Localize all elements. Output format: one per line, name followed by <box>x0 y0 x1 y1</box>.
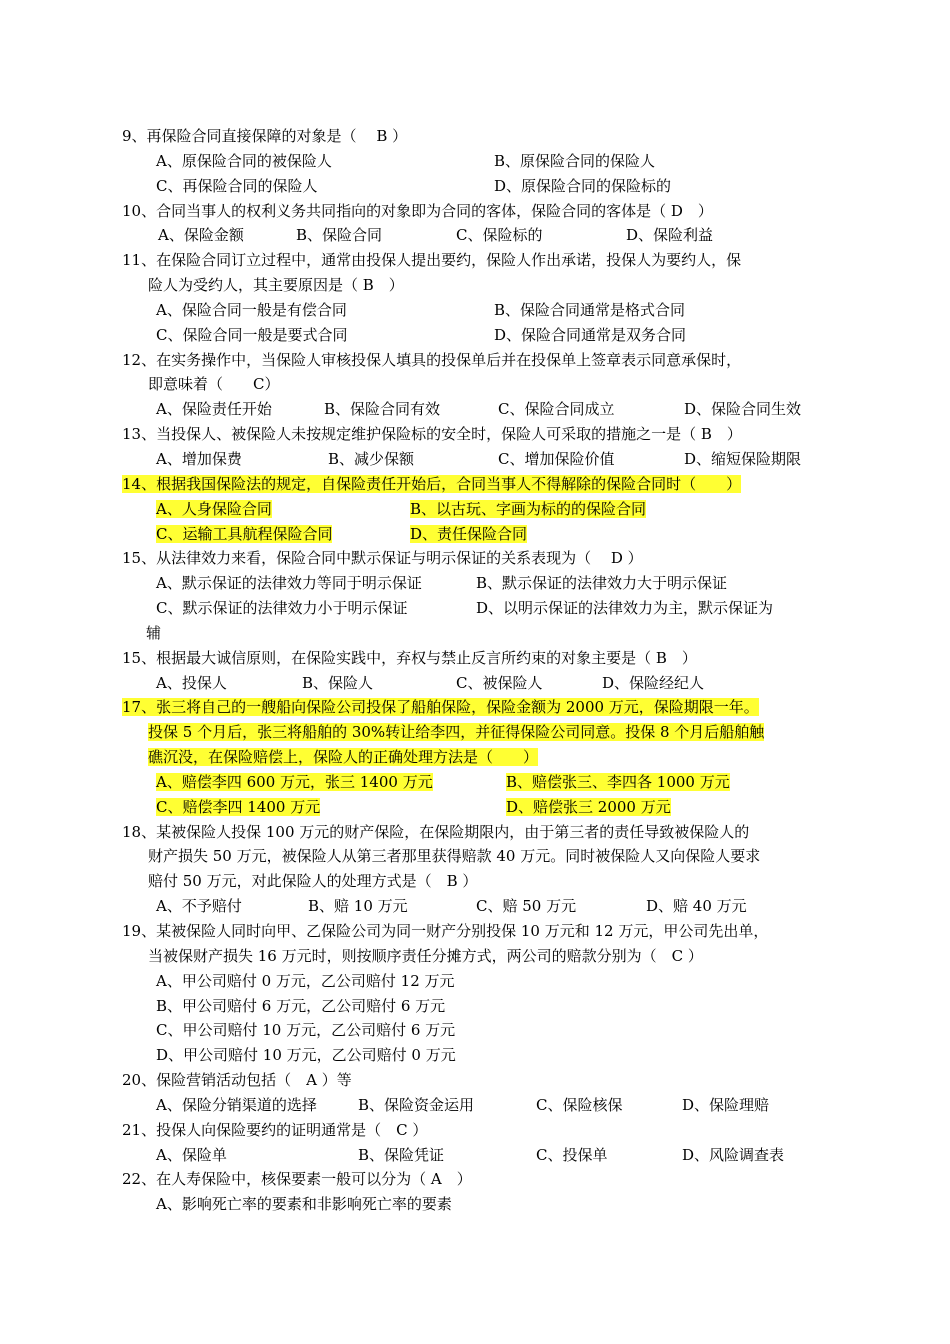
question-q21 <box>122 1118 832 1168</box>
answer-option-text: D、保险合同生效 <box>684 400 802 419</box>
answer-option-text: D、保险经纪人 <box>602 673 705 692</box>
question-q12 <box>122 348 832 423</box>
answer-option-text: D、保险理赔 <box>682 1095 770 1114</box>
option-row <box>122 1143 832 1168</box>
question-q19 <box>122 919 832 1068</box>
question-stem-continued <box>122 944 832 969</box>
answer-option <box>296 223 382 248</box>
answer-option <box>506 795 671 820</box>
answer-option <box>156 795 320 820</box>
question-q15a <box>122 546 832 645</box>
question-stem <box>122 646 832 671</box>
option-continued-text: 辅 <box>146 623 162 642</box>
answer-option <box>506 770 730 795</box>
question-stem-continued <box>122 844 832 869</box>
option-row <box>122 969 832 994</box>
answer-option-text: B、保险合同 <box>296 226 383 245</box>
question-text: 15、根据最大诚信原则，在保险实践中，弃权与禁止反言所约束的对象主要是（ B ） <box>122 648 697 667</box>
answer-option-text: B、以古玩、字画为标的的保险合同 <box>410 499 647 518</box>
answer-option-text: C、甲公司赔付 10 万元，乙公司赔付 6 万元 <box>156 1021 456 1040</box>
answer-option <box>156 522 332 547</box>
answer-option-text: C、默示保证的法律效力小于明示保证 <box>156 599 408 618</box>
answer-option <box>308 894 408 919</box>
answer-option-text: C、赔偿李四 1400 万元 <box>156 797 321 816</box>
question-stem-continued <box>122 273 832 298</box>
option-row <box>122 1093 832 1118</box>
option-row <box>122 1043 832 1068</box>
answer-option-text: A、投保人 <box>156 673 227 692</box>
option-row <box>122 397 832 422</box>
question-q11 <box>122 248 832 347</box>
answer-option-text: A、原保险合同的被保险人 <box>156 151 332 170</box>
answer-option <box>456 671 542 696</box>
answer-option-text: D、保险合同通常是双务合同 <box>494 325 687 344</box>
answer-option-text: B、保险合同有效 <box>324 400 441 419</box>
answer-option-text: A、保险合同一般是有偿合同 <box>156 300 347 319</box>
question-text: 13、当投保人、被保险人未按规定维护保险标的安全时，保险人可采取的措施之一是（ B ） <box>122 425 742 444</box>
question-q15b <box>122 646 832 696</box>
answer-option <box>156 1143 227 1168</box>
question-stem <box>122 1118 832 1143</box>
answer-option <box>156 397 272 422</box>
option-row <box>122 1192 832 1217</box>
question-q9 <box>122 124 832 199</box>
answer-option <box>536 1143 607 1168</box>
answer-option-text: C、保险合同成立 <box>498 400 615 419</box>
answer-option-text: A、增加保费 <box>156 449 242 468</box>
answer-option-text: D、缩短保险期限 <box>684 449 802 468</box>
answer-option-text: D、赔 40 万元 <box>646 897 747 916</box>
answer-option <box>324 397 440 422</box>
question-stem <box>122 348 832 373</box>
question-text: 15、从法律效力来看，保险合同中默示保证与明示保证的关系表现为（ D ） <box>122 549 643 568</box>
answer-option-text: C、保险合同一般是要式合同 <box>156 325 348 344</box>
question-q20 <box>122 1068 832 1118</box>
answer-option <box>494 174 671 199</box>
answer-option-text: D、风险调查表 <box>682 1145 785 1164</box>
answer-option-text: A、保险分销渠道的选择 <box>156 1095 317 1114</box>
answer-option <box>156 1018 455 1043</box>
answer-option <box>682 1143 784 1168</box>
question-q13 <box>122 422 832 472</box>
answer-option-text: B、保险人 <box>302 673 374 692</box>
question-text: 投保 5 个月后，张三将船舶的 30%转让给李四，并征得保险公司同意。投保 8 个月后船舶触 <box>148 723 765 742</box>
option-row <box>122 894 832 919</box>
answer-option <box>358 1093 474 1118</box>
question-stem <box>122 248 832 273</box>
answer-option <box>494 149 655 174</box>
question-text: 10、合同当事人的权利义务共同指向的对象即为合同的客体，保险合同的客体是（ D ） <box>122 201 713 220</box>
question-stem <box>122 695 832 720</box>
answer-option-text: A、甲公司赔付 0 万元，乙公司赔付 12 万元 <box>156 971 455 990</box>
answer-option <box>476 894 576 919</box>
question-stem-continued <box>122 372 832 397</box>
answer-option <box>476 571 727 596</box>
question-stem <box>122 820 832 845</box>
answer-option <box>156 969 455 994</box>
question-stem <box>122 422 832 447</box>
question-list <box>122 124 832 1217</box>
answer-option <box>156 994 445 1019</box>
answer-option-text: C、保险标的 <box>456 226 543 245</box>
question-text: 14、根据我国保险法的规定，自保险责任开始后，合同当事人不得解除的保险合同时（ ） <box>122 474 742 493</box>
answer-option <box>456 223 542 248</box>
question-stem-continued <box>122 869 832 894</box>
answer-option <box>156 149 332 174</box>
question-text: 即意味着（ C） <box>148 375 280 394</box>
answer-option-text: A、默示保证的法律效力等同于明示保证 <box>156 574 422 593</box>
option-row <box>122 149 832 174</box>
answer-option-text: D、责任保险合同 <box>410 524 528 543</box>
answer-option <box>156 497 272 522</box>
option-row <box>122 174 832 199</box>
answer-option <box>476 596 773 621</box>
question-stem <box>122 1068 832 1093</box>
answer-option <box>156 596 407 621</box>
answer-option <box>302 671 373 696</box>
question-stem <box>122 1167 832 1192</box>
answer-option <box>156 447 242 472</box>
answer-option-text: D、赔偿张三 2000 万元 <box>506 797 671 816</box>
answer-option <box>328 447 414 472</box>
answer-option-text: A、不予赔付 <box>156 897 242 916</box>
answer-option-text: A、赔偿李四 600 万元，张三 1400 万元 <box>156 772 433 791</box>
option-row <box>122 994 832 1019</box>
option-row <box>122 671 832 696</box>
answer-option-text: A、保险单 <box>156 1145 227 1164</box>
answer-option-text: C、赔 50 万元 <box>476 897 577 916</box>
answer-option <box>494 298 685 323</box>
question-text: 赔付 50 万元，对此保险人的处理方式是（ B ） <box>148 872 478 891</box>
answer-option-text: B、减少保额 <box>328 449 415 468</box>
question-q22 <box>122 1167 832 1217</box>
question-text: 当被保财产损失 16 万元时，则按顺序责任分摊方式，两公司的赔款分别为（ C ） <box>148 946 703 965</box>
answer-option-text: A、人身保险合同 <box>156 499 272 518</box>
question-stem <box>122 124 832 149</box>
question-stem <box>122 199 832 224</box>
option-row <box>122 596 832 621</box>
option-continued <box>122 621 832 646</box>
option-row <box>122 795 832 820</box>
question-stem <box>122 472 832 497</box>
answer-option-text: B、保险合同通常是格式合同 <box>494 300 686 319</box>
question-q18 <box>122 820 832 919</box>
answer-option-text: C、增加保险价值 <box>498 449 615 468</box>
answer-option-text: C、投保单 <box>536 1145 608 1164</box>
question-text: 礁沉没，在保险赔偿上，保险人的正确处理方法是（ ） <box>148 748 539 767</box>
answer-option <box>498 397 614 422</box>
option-row <box>122 223 832 248</box>
answer-option-text: A、保险金额 <box>158 226 244 245</box>
answer-option-text: B、保险凭证 <box>358 1145 445 1164</box>
answer-option <box>156 174 317 199</box>
answer-option-text: D、甲公司赔付 10 万元，乙公司赔付 0 万元 <box>156 1046 456 1065</box>
option-row <box>122 298 832 323</box>
question-stem <box>122 546 832 571</box>
answer-option <box>158 223 244 248</box>
question-q14 <box>122 472 832 547</box>
option-row <box>122 497 832 522</box>
answer-option <box>156 323 347 348</box>
answer-option <box>494 323 686 348</box>
option-row <box>122 571 832 596</box>
answer-option-text: C、被保险人 <box>456 673 543 692</box>
answer-option-text: B、赔 10 万元 <box>308 897 408 916</box>
answer-option <box>156 298 347 323</box>
answer-option <box>682 1093 769 1118</box>
answer-option <box>684 447 801 472</box>
question-text: 20、保险营销活动包括（ A ）等 <box>122 1071 352 1090</box>
question-q10 <box>122 199 832 249</box>
option-row <box>122 323 832 348</box>
question-stem-continued <box>122 745 832 770</box>
answer-option-text: B、默示保证的法律效力大于明示保证 <box>476 574 728 593</box>
answer-option <box>156 571 422 596</box>
option-row <box>122 770 832 795</box>
answer-option <box>156 671 227 696</box>
question-text: 18、某被保险人投保 100 万元的财产保险，在保险期限内，由于第三者的责任导致被保险人的 <box>122 822 750 841</box>
answer-option-text: C、运输工具航程保险合同 <box>156 524 333 543</box>
question-stem-continued <box>122 720 832 745</box>
answer-option <box>410 522 527 547</box>
option-row <box>122 522 832 547</box>
question-text: 21、投保人向保险要约的证明通常是（ C ） <box>122 1120 428 1139</box>
answer-option-text: C、再保险合同的保险人 <box>156 176 318 195</box>
answer-option-text: B、保险资金运用 <box>358 1095 475 1114</box>
answer-option-text: B、甲公司赔付 6 万元，乙公司赔付 6 万元 <box>156 996 446 1015</box>
answer-option <box>646 894 747 919</box>
option-row <box>122 1018 832 1043</box>
answer-option <box>536 1093 622 1118</box>
answer-option-text: A、影响死亡率的要素和非影响死亡率的要素 <box>156 1195 452 1214</box>
answer-option-text: B、赔偿张三、李四各 1000 万元 <box>506 772 730 791</box>
question-stem <box>122 919 832 944</box>
answer-option <box>156 1043 456 1068</box>
answer-option <box>410 497 646 522</box>
answer-option-text: D、以明示保证的法律效力为主，默示保证为 <box>476 599 774 618</box>
question-text: 险人为受约人，其主要原因是（ B ） <box>148 276 404 295</box>
answer-option-text: D、原保险合同的保险标的 <box>494 176 672 195</box>
answer-option <box>684 397 801 422</box>
question-text: 财产损失 50 万元，被保险人从第三者那里获得赔款 40 万元。同时被保险人又向保险人要求 <box>148 847 761 866</box>
answer-option-text: B、原保险合同的保险人 <box>494 151 656 170</box>
question-text: 11、在保险合同订立过程中，通常由投保人提出要约，保险人作出承诺，投保人为要约人，保 <box>122 251 742 270</box>
answer-option <box>602 671 704 696</box>
question-q17 <box>122 695 832 819</box>
question-text: 22、在人寿保险中，核保要素一般可以分为（ A ） <box>122 1170 472 1189</box>
option-row <box>122 447 832 472</box>
question-text: 17、张三将自己的一艘船向保险公司投保了船舶保险，保险金额为 2000 万元，保险期限一年。 <box>122 698 759 717</box>
answer-option-text: C、保险核保 <box>536 1095 623 1114</box>
answer-option-text: D、保险利益 <box>626 226 714 245</box>
answer-option <box>156 770 433 795</box>
answer-option <box>498 447 614 472</box>
answer-option <box>626 223 713 248</box>
answer-option <box>358 1143 444 1168</box>
answer-option <box>156 1093 317 1118</box>
answer-option <box>156 1192 452 1217</box>
question-text: 19、某被保险人同时向甲、乙保险公司为同一财产分别投保 10 万元和 12 万元，甲公司先出单， <box>122 922 769 940</box>
answer-option <box>156 894 242 919</box>
question-text: 12、在实务操作中，当保险人审核投保人填具的投保单后并在投保单上签章表示同意承保时， <box>122 350 742 369</box>
answer-option-text: A、保险责任开始 <box>156 400 272 419</box>
question-text: 9、再保险合同直接保障的对象是（ B ） <box>122 127 408 145</box>
